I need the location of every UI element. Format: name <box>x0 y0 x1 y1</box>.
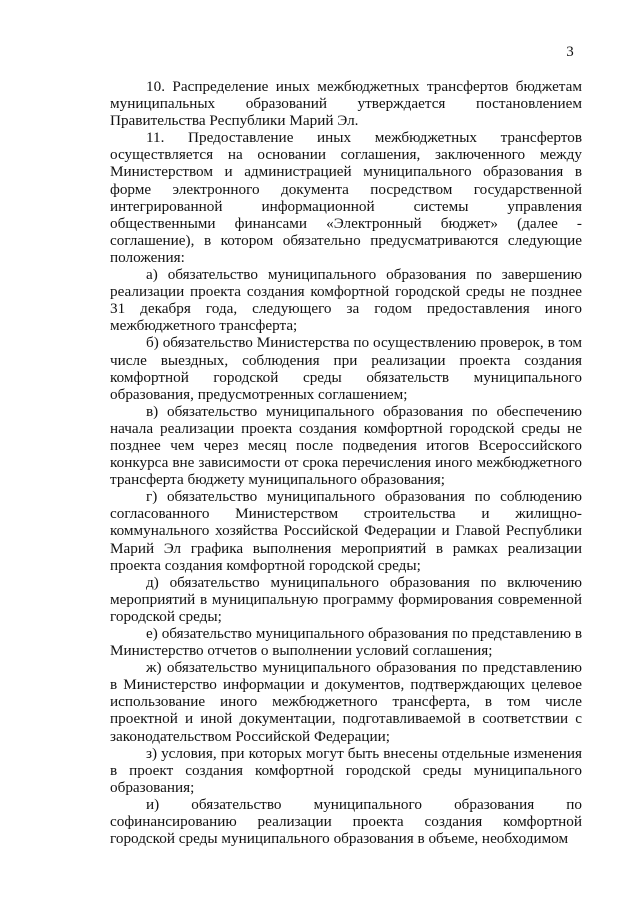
paragraph-10: 10. Распределение иных межбюджетных трансфертов бюджетам муниципальных образований утверждается постановлением Правительства Республики Марий Эл. <box>110 78 582 130</box>
document-body <box>110 78 582 847</box>
clause-d: д) обязательство муниципального образования по включению мероприятий в муниципальную программу формирования современной городской среды; <box>110 573 582 625</box>
clause-z: з) условия, при которых могут быть внесены отдельные изменения в проект создания комфортной городской среды муниципального образования; <box>110 744 582 796</box>
clause-i: и) обязательство муниципального образования по софинансированию реализации проекта создания комфортной городской среды муниципального образования в объеме, необходимом <box>110 795 582 848</box>
clause-zh: ж) обязательство муниципального образования по представлению в Министерство информации и документов, подтверждающих целевое использование иного межбюджетного трансферта, в том числе проектной и иной документации, подготавливаемой в соответствии с законодательством Российской Федерации; <box>110 659 582 745</box>
paragraph-11: 11. Предоставление иных межбюджетных трансфертов осуществляется на основании соглашения, заключенного между Министерством и администрацией муниципального образования в форме электронного документа посредством государственной интегрированной информационной системы управления общественными финансами «Электронный бюджет» (далее - соглашение), в котором обязательно предусматриваются следующие положения: <box>110 129 582 266</box>
clause-g: г) обязательство муниципального образования по соблюдению согласованного Министерством строительства и жилищно-коммунального хозяйства Российской Федерации и Главой Республики Марий Эл графика выполнения мероприятий в рамках реализации проекта создания комфортной городской среды; <box>110 488 582 574</box>
clause-b: б) обязательство Министерства по осуществлению проверок, в том числе выездных, соблюдения при реализации проекта создания комфортной городской среды обязательств муниципального образования, предусмотренных соглашением; <box>110 334 582 403</box>
clause-e: е) обязательство муниципального образования по представлению в Министерство отчетов о выполнении условий соглашения; <box>110 625 582 660</box>
clause-a: а) обязательство муниципального образования по завершению реализации проекта создания комфортной городской среды не позднее 31 декабря года, следующего за годом предоставления иного межбюджетного трансферта; <box>110 266 582 335</box>
page-number: 3 <box>566 44 574 60</box>
clause-v: в) обязательство муниципального образования по обеспечению начала реализации проекта создания комфортной городской среды не позднее чем через месяц после подведения итогов Всероссийского конкурса вне зависимости от срока перечисления иного межбюджетного трансферта бюджету муниципального образования; <box>110 402 582 489</box>
